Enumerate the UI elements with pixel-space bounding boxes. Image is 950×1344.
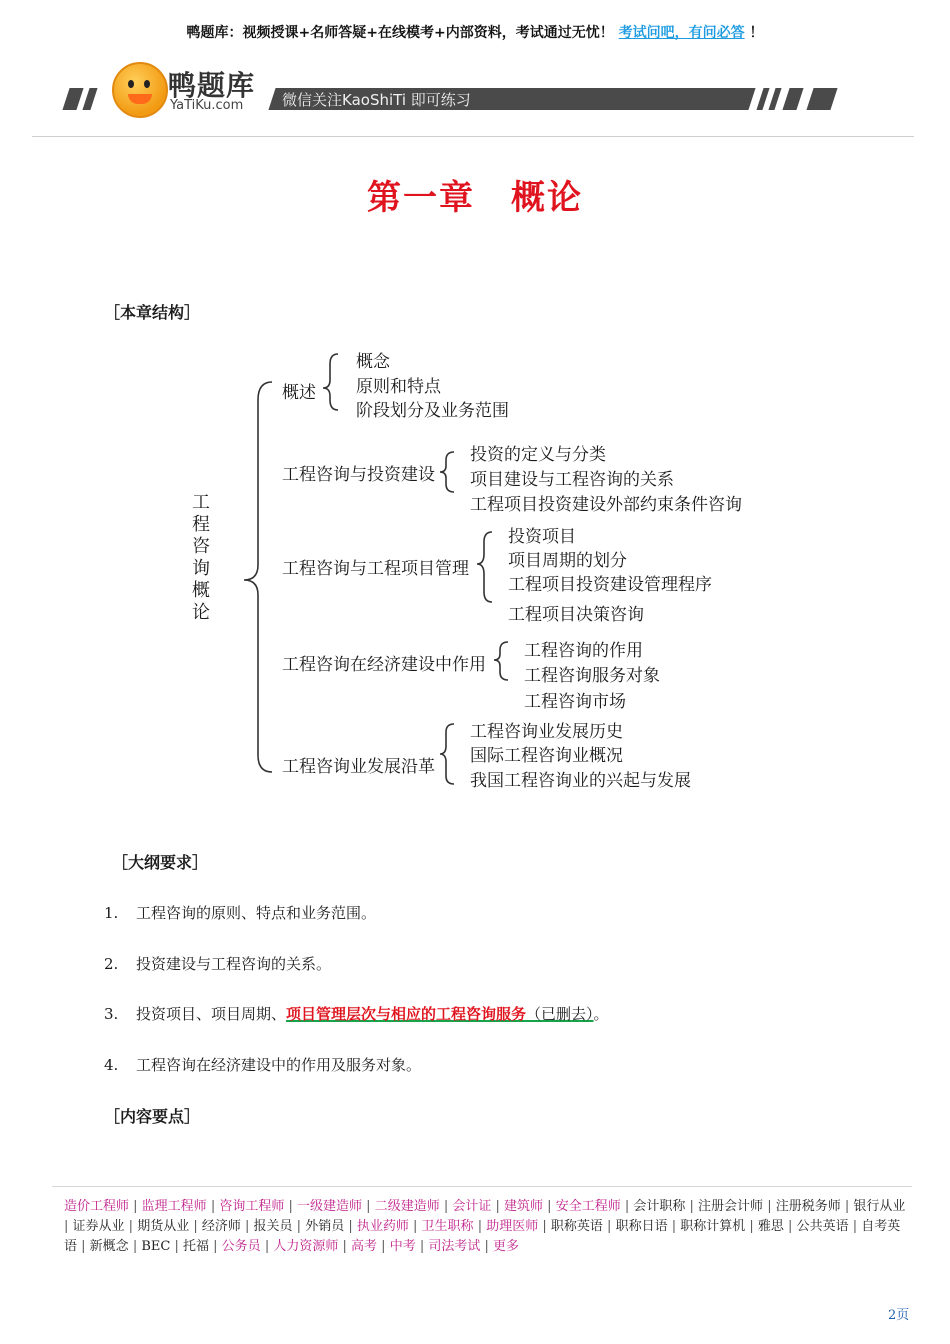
group-brace: [477, 532, 492, 602]
banner-stripe: [782, 88, 803, 110]
footer-separator: |: [206, 1199, 220, 1214]
footer-link[interactable]: 更多: [493, 1239, 520, 1254]
requirement-item: [104, 1003, 609, 1024]
footer-separator: |: [344, 1219, 357, 1234]
group-item: 项目周期的划分: [508, 551, 627, 571]
group-item: 项目建设与工程咨询的关系: [470, 470, 674, 490]
banner-stripe: [62, 88, 83, 110]
requirement-text: 投资项目、项目周期、: [136, 1005, 287, 1023]
footer-link[interactable]: 公共英语: [796, 1219, 849, 1234]
footer-link[interactable]: 期货从业: [137, 1219, 190, 1234]
footer-separator: |: [170, 1239, 183, 1254]
requirement-text-end: 。: [593, 1005, 609, 1023]
group-item: 国际工程咨询业概况: [470, 746, 623, 766]
footer-link[interactable]: 新概念: [89, 1239, 129, 1254]
footer-link[interactable]: 雅思: [757, 1219, 784, 1234]
group-item: 工程项目投资建设管理程序: [508, 575, 712, 595]
group-item: 我国工程咨询业的兴起与发展: [470, 771, 691, 791]
section-structure-heading: ［本章结构］: [104, 303, 201, 322]
footer-separator: |: [362, 1199, 375, 1214]
footer-link[interactable]: 注册会计师: [698, 1199, 764, 1214]
promo-text: 鸭题库：视频授课+名师答疑+在线模考+内部资料，考试通过无忧！: [186, 25, 614, 41]
footer-link[interactable]: 公务员: [221, 1239, 261, 1254]
footer-link[interactable]: 安全工程师: [555, 1199, 621, 1214]
requirement-text: 工程咨询在经济建设中的作用及服务对象。: [136, 1056, 422, 1074]
group-item: 工程咨询业发展历史: [470, 722, 623, 742]
group-brace: [440, 724, 454, 784]
footer-link[interactable]: 中考: [389, 1239, 416, 1254]
footer-link[interactable]: 司法考试: [428, 1239, 481, 1254]
footer-link[interactable]: 经济师: [201, 1219, 241, 1234]
requirement-highlight: 项目管理层次与相应的工程咨询服务: [286, 1005, 527, 1023]
footer-separator: |: [338, 1239, 352, 1254]
group-item: 工程咨询市场: [524, 692, 626, 712]
brand-banner: [60, 62, 840, 122]
footer-link[interactable]: 助理医师: [486, 1219, 539, 1234]
footer-link[interactable]: 证券从业: [72, 1219, 125, 1234]
footer-separator: |: [260, 1239, 274, 1254]
footer-link[interactable]: 咨询工程师: [219, 1199, 285, 1214]
group-item: 工程咨询的作用: [524, 641, 643, 661]
footer-separator: |: [292, 1219, 306, 1234]
footer-link[interactable]: 造价工程师: [64, 1199, 130, 1214]
banner-stripe: [82, 88, 97, 110]
requirement-number: 2.: [104, 955, 119, 973]
duck-logo-icon: [112, 62, 168, 118]
footer-link[interactable]: 托福: [183, 1239, 210, 1254]
footer-separator: |: [473, 1219, 487, 1234]
footer-links: [52, 1186, 912, 1257]
footer-link[interactable]: 报关员: [253, 1219, 293, 1234]
footer-link[interactable]: 职称计算机: [680, 1219, 746, 1234]
footer-separator: |: [685, 1199, 699, 1214]
brand-name: 鸭题库: [168, 69, 256, 102]
footer-link[interactable]: 会计证: [452, 1199, 492, 1214]
footer-separator: |: [620, 1199, 634, 1214]
footer-separator: |: [124, 1219, 138, 1234]
group-item: 投资的定义与分类: [470, 445, 606, 465]
header-divider: [32, 136, 914, 137]
footer-separator: |: [783, 1219, 797, 1234]
group-label: 工程咨询业发展沿革: [282, 757, 435, 777]
group-item: 阶段划分及业务范围: [356, 401, 509, 421]
section-keypoints-heading: ［内容要点］: [104, 1107, 201, 1126]
banner-stripe: [806, 88, 837, 110]
requirement-text: 投资建设与工程咨询的关系。: [136, 955, 332, 973]
footer-link[interactable]: 人力资源师: [273, 1239, 339, 1254]
group-item: 工程咨询服务对象: [524, 666, 660, 686]
banner-stripe: [768, 88, 781, 110]
group-label: 概述: [282, 383, 316, 403]
footer-link[interactable]: 职称英语: [550, 1219, 603, 1234]
group-item: 概念: [356, 352, 390, 372]
requirement-text: 工程咨询的原则、特点和业务范围。: [136, 904, 377, 922]
footer-link[interactable]: 高考: [351, 1239, 378, 1254]
slogan-text: 微信关注KaoShiTi 即可练习: [282, 91, 471, 109]
header-promo: [0, 22, 950, 42]
group-item: 原则和特点: [356, 377, 441, 397]
footer-link[interactable]: 职称日语: [615, 1219, 668, 1234]
footer-link[interactable]: 自考英语: [64, 1219, 901, 1254]
footer-link[interactable]: 会计职称: [633, 1199, 686, 1214]
group-label: 工程咨询在经济建设中作用: [282, 655, 486, 675]
footer-separator: |: [408, 1219, 422, 1234]
footer-separator: |: [128, 1239, 142, 1254]
chapter-structure-diagram: [180, 340, 780, 800]
footer-link[interactable]: 监理工程师: [141, 1199, 207, 1214]
footer-separator: |: [284, 1199, 298, 1214]
root-brace: [244, 382, 272, 772]
footer-separator: |: [543, 1199, 556, 1214]
group-brace: [440, 452, 454, 492]
footer-separator: |: [745, 1219, 758, 1234]
section-outline-heading: ［大纲要求］: [112, 853, 209, 872]
promo-link[interactable]: 考试问吧，有问必答: [618, 25, 745, 41]
group-label: 工程咨询与工程项目管理: [282, 559, 469, 579]
footer-link[interactable]: 银行从业: [853, 1199, 906, 1214]
footer-link[interactable]: 二级建造师: [374, 1199, 440, 1214]
requirement-item: [104, 1054, 421, 1075]
page-number: 2页: [888, 1308, 910, 1323]
diagram-root-label: 工 程 咨 询 概 论: [192, 492, 210, 623]
requirement-number: 1.: [104, 904, 119, 922]
footer-separator: |: [538, 1219, 551, 1234]
promo-end: ！: [749, 25, 764, 41]
footer-link[interactable]: 外销员: [305, 1219, 345, 1234]
footer-separator: |: [491, 1199, 505, 1214]
group-label: 工程咨询与投资建设: [282, 465, 435, 485]
footer-separator: |: [848, 1219, 862, 1234]
footer-separator: |: [77, 1239, 90, 1254]
group-brace: [494, 642, 508, 680]
footer-separator: |: [189, 1219, 202, 1234]
footer-link[interactable]: 建筑师: [504, 1199, 544, 1214]
group-item: 投资项目: [508, 527, 576, 547]
footer-separator: |: [667, 1219, 681, 1234]
footer-separator: |: [64, 1219, 73, 1234]
footer-separator: |: [377, 1239, 390, 1254]
group-item: 工程项目决策咨询: [508, 605, 644, 625]
banner-stripe: [756, 88, 769, 110]
group-item: 工程项目投资建设外部约束条件咨询: [470, 495, 742, 515]
footer-separator: |: [129, 1199, 142, 1214]
footer-separator: |: [602, 1219, 616, 1234]
requirement-item: [104, 902, 376, 923]
brand-domain: YaTiKu.com: [170, 98, 244, 113]
requirement-item: [104, 953, 331, 974]
footer-link[interactable]: BEC: [141, 1239, 171, 1254]
group-brace: [323, 354, 338, 410]
footer-separator: |: [240, 1219, 254, 1234]
requirement-number: 4.: [104, 1056, 119, 1074]
footer-separator: |: [209, 1239, 222, 1254]
footer-separator: |: [480, 1239, 494, 1254]
footer-separator: |: [439, 1199, 453, 1214]
footer-link[interactable]: 卫生职称: [421, 1219, 474, 1234]
requirement-number: 3.: [104, 1005, 119, 1023]
footer-link[interactable]: 执业药师: [356, 1219, 409, 1234]
requirement-deleted-note: （已删去）: [526, 1005, 594, 1023]
footer-separator: |: [840, 1199, 854, 1214]
footer-link[interactable]: 一级建造师: [297, 1199, 363, 1214]
footer-separator: |: [415, 1239, 429, 1254]
footer-separator: |: [763, 1199, 776, 1214]
chapter-title: 第一章 概论: [367, 178, 583, 218]
footer-link[interactable]: 注册税务师: [775, 1199, 841, 1214]
